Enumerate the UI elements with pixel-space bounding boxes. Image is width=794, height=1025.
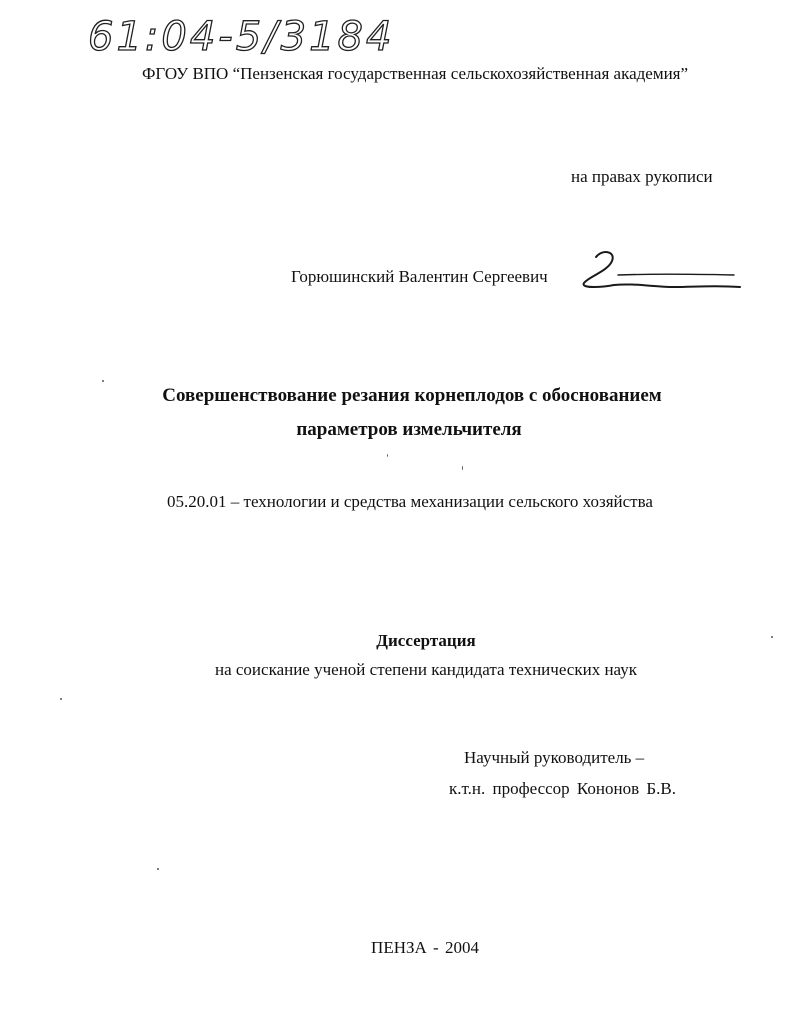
signature-mark [574,247,744,299]
dissertation-title-line-1: Совершенствование резания корнеплодов с обоснованием [162,385,662,406]
institution-name: ФГОУ ВПО “Пензенская государственная сельскохозяйственная академия” [142,64,689,83]
scan-speck [771,636,773,638]
archive-stamp [86,2,466,62]
document-type-heading: Диссертация [376,631,476,650]
scan-speck [102,380,104,382]
archive-stamp-text: 61:04-5/3184 [88,14,395,60]
scan-speck [462,466,463,470]
scan-speck [157,868,159,870]
supervisor-name: к.т.н. профессор Кононов Б.В. [449,779,676,798]
degree-description: на соискание ученой степени кандидата технических наук [214,660,637,679]
scan-speck [387,454,388,457]
supervisor-label: Научный руководитель – [464,748,645,767]
city-year: ПЕНЗА - 2004 [371,938,479,957]
specialty-code: 05.20.01 – технологии и средства механизации сельского хозяйства [167,492,653,511]
author-name: Горюшинский Валентин Сергеевич [291,267,548,286]
manuscript-rights-note: на правах рукописи [571,167,713,186]
dissertation-title-line-2: параметров измельчителя [296,419,522,440]
scan-speck [60,698,62,700]
